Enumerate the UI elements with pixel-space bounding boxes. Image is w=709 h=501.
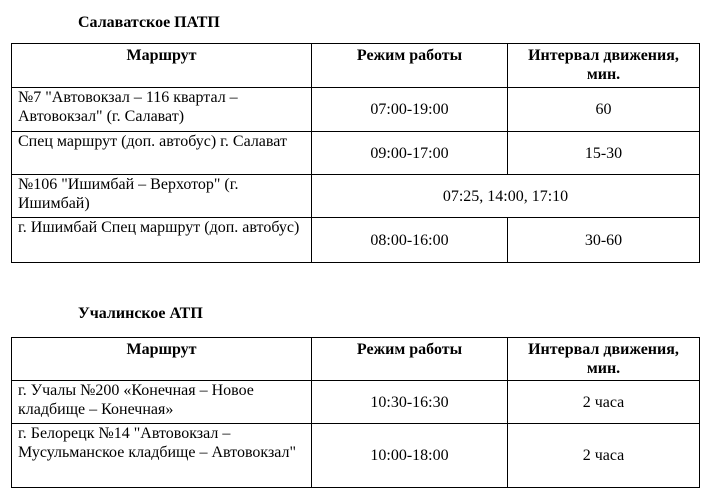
column-header-interval: Интервал движения, мин. [508, 44, 700, 88]
section-title-uchaly: Учалинское АТП [78, 305, 203, 322]
schedule-table-salavat [11, 43, 700, 263]
table-row [12, 175, 700, 218]
departure-times-cell: 07:25, 14:00, 17:10 [312, 175, 700, 218]
route-cell: №106 "Ишимбай – Верхотор" (г. Ишимбай) [12, 175, 312, 218]
hours-cell: 08:00-16:00 [312, 218, 508, 263]
table-row [12, 132, 700, 175]
route-cell: г. Учалы №200 «Конечная – Новое кладбище – Конечная» [12, 381, 312, 424]
hours-cell: 10:00-18:00 [312, 424, 508, 488]
hours-cell: 10:30-16:30 [312, 381, 508, 424]
hours-cell: 09:00-17:00 [312, 132, 508, 175]
route-cell: Спец маршрут (доп. автобус) г. Салават [12, 132, 312, 175]
section-title-salavat: Салаватское ПАТП [78, 14, 220, 31]
column-header-route: Маршрут [12, 338, 312, 381]
interval-cell: 30-60 [508, 218, 700, 263]
interval-cell: 2 часа [508, 381, 700, 424]
table-header-row [12, 338, 700, 381]
route-cell: г. Белорецк №14 "Автовокзал – Мусульманское кладбище – Автовокзал" [12, 424, 312, 488]
table-row [12, 88, 700, 132]
schedule-table-uchaly [11, 337, 700, 488]
hours-cell: 07:00-19:00 [312, 88, 508, 132]
column-header-hours: Режим работы [312, 44, 508, 88]
table-row [12, 424, 700, 488]
interval-cell: 60 [508, 88, 700, 132]
table-row [12, 218, 700, 263]
interval-cell: 2 часа [508, 424, 700, 488]
column-header-interval: Интервал движения, мин. [508, 338, 700, 381]
interval-cell: 15-30 [508, 132, 700, 175]
route-cell: №7 "Автовокзал – 116 квартал – Автовокзал" (г. Салават) [12, 88, 312, 132]
column-header-route: Маршрут [12, 44, 312, 88]
table-row [12, 381, 700, 424]
route-cell: г. Ишимбай Спец маршрут (доп. автобус) [12, 218, 312, 263]
column-header-hours: Режим работы [312, 338, 508, 381]
table-header-row [12, 44, 700, 88]
